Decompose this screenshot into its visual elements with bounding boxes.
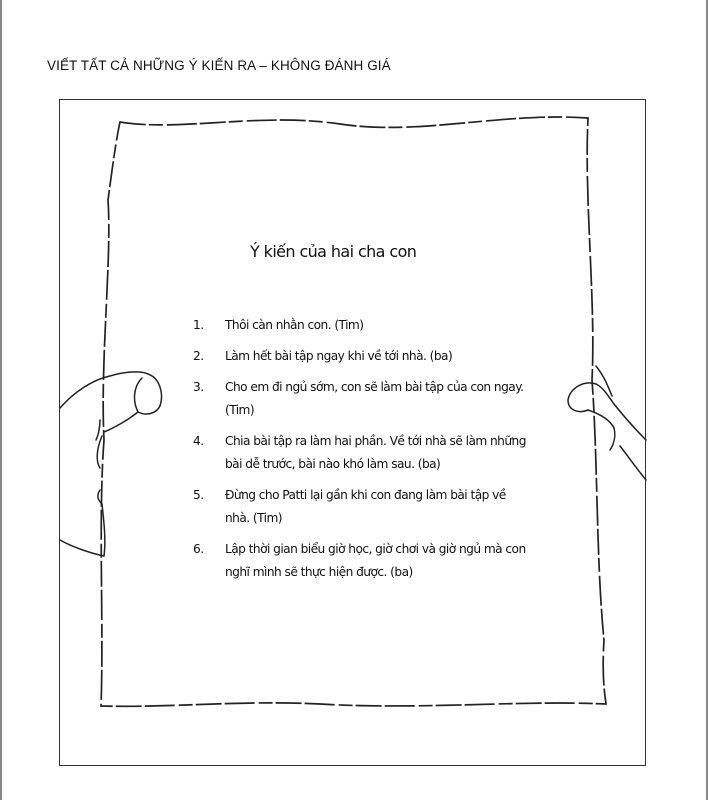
- list-item: [193, 484, 533, 530]
- list-item-number: 3.: [193, 380, 204, 394]
- list-item-number: 6.: [193, 542, 204, 556]
- list-item-number: 2.: [193, 349, 204, 363]
- list-item-number: 4.: [193, 434, 204, 448]
- left-hand: [60, 372, 162, 556]
- list-item: [193, 376, 533, 422]
- list-item-number: 5.: [193, 488, 204, 502]
- list-item-text: Làm hết bài tập ngay khi về tới nhà. (ba): [225, 349, 453, 363]
- list-item-text: Đừng cho Patti lại gần khi con đang làm bài tập về nhà. (Tim): [225, 488, 506, 525]
- list-item: [193, 538, 533, 584]
- list-item: [193, 430, 533, 476]
- right-hand: [568, 366, 646, 480]
- page-heading: VIẾT TẤT CẢ NHỮNG Ý KIẾN RA – KHÔNG ĐÁNH GIÁ: [47, 58, 391, 73]
- list-item-number: 1.: [193, 318, 204, 332]
- list-item-text: Lập thời gian biểu giờ học, giờ chơi và giờ ngủ mà con nghĩ mình sẽ thực hiện được. (ba): [225, 542, 526, 579]
- list-item: [193, 314, 533, 337]
- list-item-text: Thôi càn nhằn con. (Tim): [225, 318, 364, 332]
- paper-title: Ý kiến của hai cha con: [250, 242, 417, 261]
- list-item-text: Chia bài tập ra làm hai phần. Về tới nhà sẽ làm những bài dễ trước, bài nào khó làm sau. (ba): [225, 434, 526, 471]
- list-item-text: Cho em đi ngủ sớm, con sẽ làm bài tập của con ngay. (Tim): [225, 380, 524, 417]
- ideas-list: [193, 314, 533, 584]
- list-item: [193, 345, 533, 368]
